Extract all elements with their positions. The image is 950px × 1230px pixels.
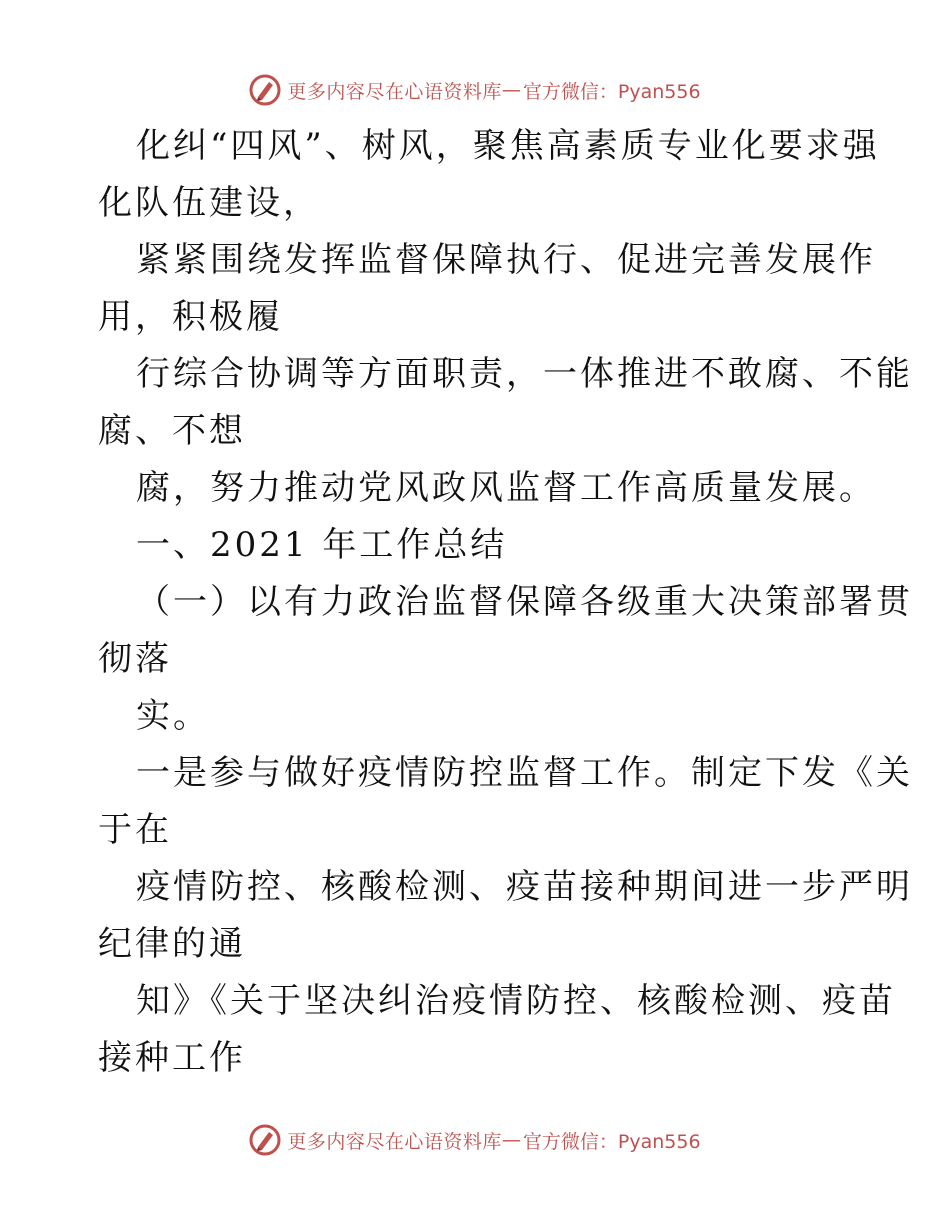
text-line: 腐、不想 xyxy=(98,411,246,451)
text-line: 化队伍建设， xyxy=(98,183,320,223)
banner-wechat-text: 官方微信：Pyan556 xyxy=(522,80,701,103)
text-line: 行综合协调等方面职责，一体推进不敢腐、不能 xyxy=(136,354,913,394)
text-line: 于在 xyxy=(98,810,172,850)
document-body xyxy=(98,118,913,1087)
header-watermark-banner xyxy=(0,70,950,110)
text-line: 实。 xyxy=(136,696,210,736)
subsection-heading: （一）以有力政治监督保障各级重大决策部署贯 xyxy=(136,582,913,622)
text-line: 腐，努力推动党风政风监督工作高质量发展。 xyxy=(136,468,876,508)
banner-separator: — xyxy=(501,79,521,101)
text-line: 接种工作 xyxy=(98,1038,246,1078)
text-line: 一是参与做好疫情防控监督工作。制定下发《关 xyxy=(136,753,913,793)
banner-main-text: 更多内容尽在心语资料库 xyxy=(287,1130,502,1153)
banner-main-text: 更多内容尽在心语资料库 xyxy=(287,80,502,103)
text-line: 纪律的通 xyxy=(98,924,246,964)
pen-logo-icon xyxy=(249,1124,281,1156)
section-heading: 一、2021 年工作总结 xyxy=(136,525,508,565)
text-line: 知》《关于坚决纠治疫情防控、核酸检测、疫苗 xyxy=(136,981,896,1021)
footer-watermark-banner xyxy=(0,1120,950,1160)
text-line: 紧紧围绕发挥监督保障执行、促进完善发展作 xyxy=(136,240,876,280)
pen-logo-icon xyxy=(249,74,281,106)
banner-separator: — xyxy=(501,1129,521,1151)
text-line: 疫情防控、核酸检测、疫苗接种期间进一步严明 xyxy=(136,867,913,907)
text-line: 彻落 xyxy=(98,639,172,679)
text-line: 化纠“四风”、树风，聚焦高素质专业化要求强 xyxy=(136,126,880,166)
text-line: 用，积极履 xyxy=(98,297,283,337)
banner-wechat-text: 官方微信：Pyan556 xyxy=(522,1130,701,1153)
